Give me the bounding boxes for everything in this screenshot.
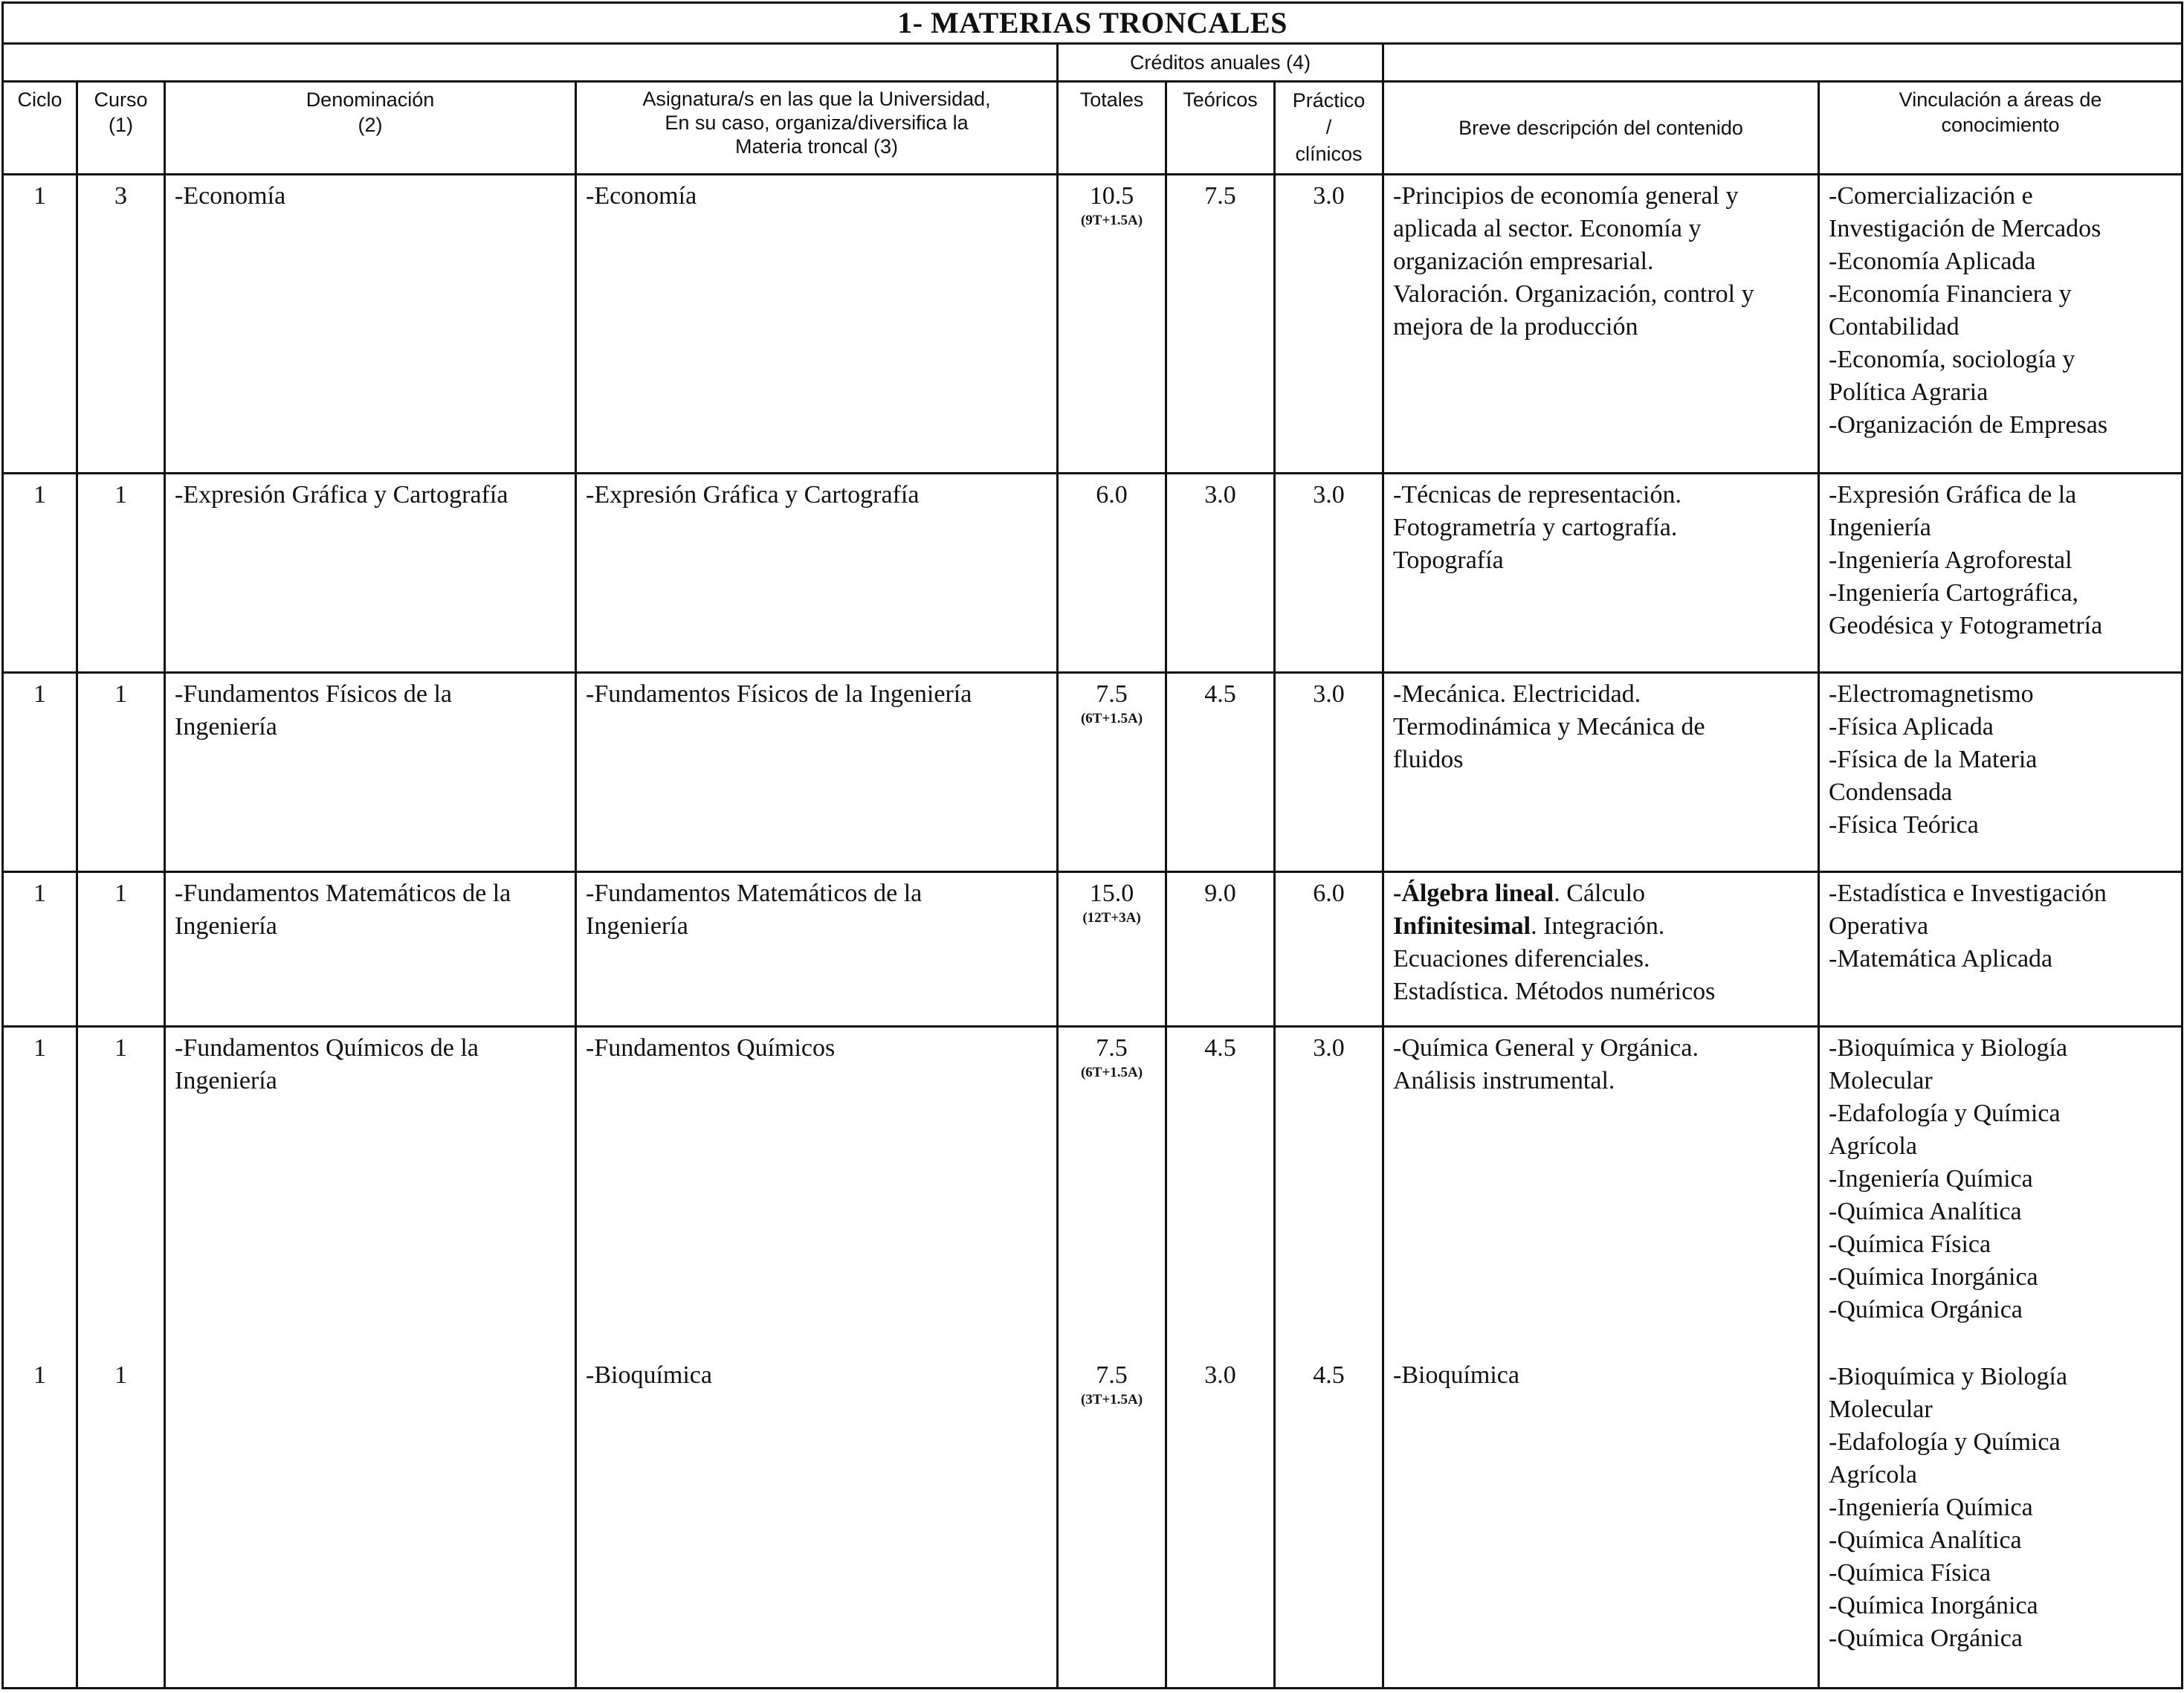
area-line: Molecular — [1829, 1396, 1933, 1423]
totales-value: 6.0 — [1096, 481, 1128, 509]
descripcion-line: aplicada al sector. Economía y — [1393, 215, 1702, 242]
area-line: -Bioquímica y Biología — [1829, 1034, 2068, 1062]
asignatura-cell — [576, 872, 1058, 1027]
area-line: -Bioquímica y Biología — [1829, 1363, 2068, 1390]
practicos-cell: 6.0 — [1275, 872, 1383, 1027]
area-line: -Ingeniería Cartográfica, — [1829, 579, 2079, 607]
descripcion-rest: . Integración. — [1531, 912, 1665, 940]
denominacion-header-line: (2) — [358, 114, 383, 136]
descripcion-line: -Técnicas de representación. — [1393, 481, 1681, 509]
area-line: -Economía Aplicada — [1829, 248, 2036, 275]
area-line: -Química Analítica — [1829, 1198, 2022, 1225]
denominacion-cell — [165, 673, 576, 872]
areas-cell — [1819, 1027, 2183, 1689]
descripcion-line — [1393, 910, 1810, 943]
asignatura-header-line: Asignatura/s en las que la Universidad, — [642, 88, 991, 110]
troncales-table — [1, 1, 2183, 1689]
vinculacion-header — [1819, 82, 2183, 175]
asignatura-cell: -Expresión Gráfica y Cartografía — [576, 474, 1058, 673]
table-row — [3, 474, 2183, 673]
area-line: Política Agraria — [1829, 378, 1988, 406]
denominacion-line: -Fundamentos Físicos de la — [175, 680, 453, 708]
asignatura-header-line: En su caso, organiza/diversifica la — [665, 112, 969, 134]
area-line: -Electromagnetismo — [1829, 680, 2034, 708]
areas-cell — [1819, 474, 2183, 673]
totales-value: 7.5 — [1096, 680, 1128, 708]
ciclo-cell: 1 — [3, 872, 77, 1027]
area-line: -Química Analítica — [1829, 1526, 2022, 1554]
totales-cell — [1058, 175, 1166, 474]
ciclo-header: Ciclo — [3, 82, 77, 175]
descripcion-line: organización empresarial. — [1393, 248, 1654, 275]
asignatura-cell: -Economía — [576, 175, 1058, 474]
area-line: Agrícola — [1829, 1132, 1917, 1160]
totales-value: 7.5 — [1096, 1361, 1128, 1389]
descripcion-line: Análisis instrumental. — [1393, 1067, 1615, 1094]
descripcion-line: fluidos — [1393, 746, 1464, 773]
asignatura-line: -Bioquímica — [586, 1361, 712, 1389]
totales-detail: (6T+1.5A) — [1080, 711, 1143, 726]
table-row — [3, 673, 2183, 872]
area-line: -Economía, sociología y — [1829, 346, 2075, 373]
ciclo-cell: 1 — [3, 673, 77, 872]
teoricos-value: 3.0 — [1204, 1361, 1236, 1389]
descripcion-bold: Infinitesimal — [1393, 912, 1531, 940]
descripcion-line: -Principios de economía general y — [1393, 182, 1739, 210]
area-line: -Química Orgánica — [1829, 1296, 2023, 1323]
practicos-cell: 3.0 — [1275, 673, 1383, 872]
totales-cell — [1058, 872, 1166, 1027]
denominacion-line: Ingeniería — [175, 1067, 277, 1094]
teoricos-cell: 4.5 — [1166, 673, 1275, 872]
totales-detail: (9T+1.5A) — [1080, 213, 1143, 228]
area-line: -Ingeniería Química — [1829, 1165, 2033, 1193]
denominacion-header — [165, 82, 576, 175]
header-spacer-right — [1383, 44, 2183, 82]
descripcion-cell — [1383, 872, 1819, 1027]
descripcion-line: Topografía — [1393, 546, 1504, 574]
areas-cell — [1819, 872, 2183, 1027]
descripcion-cell — [1383, 673, 1819, 872]
area-line: -Matemática Aplicada — [1829, 945, 2053, 973]
practicos-cell: 3.0 — [1275, 474, 1383, 673]
table-row — [3, 1027, 2183, 1689]
teoricos-cell: 3.0 — [1166, 474, 1275, 673]
practicos-value: 3.0 — [1313, 1034, 1345, 1062]
area-line: Geodésica y Fotogrametría — [1829, 612, 2103, 639]
teoricos-cell — [1166, 1027, 1275, 1689]
area-line: Condensada — [1829, 778, 1953, 806]
areas-cell — [1819, 673, 2183, 872]
denominacion-cell — [165, 1027, 576, 1689]
descripcion-line: Ecuaciones diferenciales. — [1393, 945, 1650, 973]
curso-header-line: Curso — [94, 88, 148, 111]
vinculacion-header-line: conocimiento — [1941, 114, 2060, 136]
curso-cell — [77, 1027, 165, 1689]
area-gap — [1829, 1326, 2174, 1361]
area-line: -Ingeniería Agroforestal — [1829, 546, 2072, 574]
teoricos-header: Teóricos — [1166, 82, 1275, 175]
totales-cell — [1058, 673, 1166, 872]
denominacion-header-line: Denominación — [306, 88, 435, 111]
table-row — [3, 175, 2183, 474]
totales-value: 15.0 — [1089, 880, 1134, 907]
descripcion-line: Valoración. Organización, control y — [1393, 280, 1754, 308]
descripcion-cell — [1383, 1027, 1819, 1689]
descripcion-cell — [1383, 175, 1819, 474]
practicos-cell — [1275, 1027, 1383, 1689]
ciclo-cell: 1 — [3, 175, 77, 474]
descripcion-rest: . Cálculo — [1554, 880, 1646, 907]
asignatura-line: -Fundamentos Químicos — [586, 1034, 836, 1062]
area-line: Contabilidad — [1829, 313, 1960, 341]
asignatura-header — [576, 82, 1058, 175]
denominacion-line: -Fundamentos Químicos de la — [175, 1034, 479, 1062]
teoricos-cell: 9.0 — [1166, 872, 1275, 1027]
descripcion-line: Termodinámica y Mecánica de — [1393, 713, 1705, 741]
curso-cell: 1 — [77, 673, 165, 872]
header-spacer — [3, 44, 1058, 82]
denominacion-cell: -Expresión Gráfica y Cartografía — [165, 474, 576, 673]
area-line: -Química Inorgánica — [1829, 1592, 2038, 1619]
area-line: -Edafología y Química — [1829, 1100, 2061, 1127]
asignatura-line: Ingeniería — [586, 912, 688, 940]
ciclo-value: 1 — [33, 1034, 46, 1062]
ciclo-value: 1 — [33, 1361, 46, 1389]
totales-header: Totales — [1058, 82, 1166, 175]
table-row — [3, 872, 2183, 1027]
descripcion-line: Fotogrametría y cartografía. — [1393, 514, 1678, 541]
denominacion-line: -Fundamentos Matemáticos de la — [175, 880, 511, 907]
teoricos-cell: 7.5 — [1166, 175, 1275, 474]
descripcion-line: -Química General y Orgánica. — [1393, 1034, 1699, 1062]
descripcion-line: mejora de la producción — [1393, 313, 1638, 341]
area-line: -Edafología y Química — [1829, 1428, 2061, 1456]
area-line: -Química Física — [1829, 1231, 1991, 1258]
denominacion-line: Ingeniería — [175, 713, 277, 741]
area-line: Molecular — [1829, 1067, 1933, 1094]
practicos-header-line: Práctico — [1292, 89, 1366, 112]
denominacion-line: Ingeniería — [175, 912, 277, 940]
area-line: -Economía Financiera y — [1829, 280, 2072, 308]
area-line: -Organización de Empresas — [1829, 411, 2108, 439]
curso-value: 1 — [114, 1361, 127, 1389]
area-line: -Estadística e Investigación — [1829, 880, 2107, 907]
area-line: -Física Aplicada — [1829, 713, 1994, 741]
areas-cell — [1819, 175, 2183, 474]
area-line: -Química Orgánica — [1829, 1625, 2023, 1652]
descripcion-line: Estadística. Métodos numéricos — [1393, 978, 1716, 1005]
descripcion-line — [1393, 877, 1810, 910]
denominacion-cell — [165, 872, 576, 1027]
area-line: Operativa — [1829, 912, 1929, 940]
ciclo-cell — [3, 1027, 77, 1689]
practicos-header-line: clínicos — [1295, 143, 1363, 165]
curso-header-line: (1) — [109, 114, 133, 136]
descripcion-bold: -Álgebra lineal — [1393, 880, 1554, 907]
area-line: -Química Inorgánica — [1829, 1263, 2038, 1291]
area-line: -Ingeniería Química — [1829, 1494, 2033, 1521]
area-line: Ingeniería — [1829, 514, 1931, 541]
asignatura-header-line: Materia troncal (3) — [734, 135, 899, 158]
area-line: -Física de la Materia — [1829, 746, 2038, 773]
vinculacion-header-line: Vinculación a áreas de — [1899, 88, 2102, 111]
teoricos-value: 4.5 — [1204, 1034, 1236, 1062]
curso-value: 1 — [114, 1034, 127, 1062]
ciclo-cell: 1 — [3, 474, 77, 673]
totales-detail: (12T+3A) — [1082, 910, 1141, 926]
curso-cell: 1 — [77, 872, 165, 1027]
area-line: Investigación de Mercados — [1829, 215, 2101, 242]
totales-value: 10.5 — [1089, 182, 1134, 210]
table-title: 1- MATERIAS TRONCALES — [3, 3, 2183, 44]
practicos-cell: 3.0 — [1275, 175, 1383, 474]
asignatura-line: -Fundamentos Matemáticos de la — [586, 880, 923, 907]
area-line: -Expresión Gráfica de la — [1829, 481, 2077, 509]
curso-cell: 3 — [77, 175, 165, 474]
totales-detail: (3T+1.5A) — [1080, 1392, 1143, 1407]
practicos-header-line: / — [1325, 116, 1332, 138]
descripcion-line: -Bioquímica — [1393, 1361, 1519, 1389]
practicos-value: 4.5 — [1313, 1361, 1345, 1389]
area-line: Agrícola — [1829, 1461, 1917, 1489]
curso-header — [77, 82, 165, 175]
descripcion-header: Breve descripción del contenido — [1383, 82, 1819, 175]
totales-detail: (6T+1.5A) — [1080, 1065, 1143, 1080]
curso-cell: 1 — [77, 474, 165, 673]
asignatura-cell: -Fundamentos Físicos de la Ingeniería — [576, 673, 1058, 872]
totales-cell — [1058, 1027, 1166, 1689]
area-line: -Física Teórica — [1829, 811, 1979, 839]
descripcion-line: -Mecánica. Electricidad. — [1393, 680, 1641, 708]
denominacion-cell: -Economía — [165, 175, 576, 474]
asignatura-cell — [576, 1027, 1058, 1689]
descripcion-cell — [1383, 474, 1819, 673]
practicos-header — [1275, 82, 1383, 175]
area-line: -Comercialización e — [1829, 182, 2033, 210]
totales-value: 7.5 — [1096, 1034, 1128, 1062]
creditos-group-header: Créditos anuales (4) — [1058, 44, 1383, 82]
totales-cell — [1058, 474, 1166, 673]
area-line: -Química Física — [1829, 1559, 1991, 1587]
